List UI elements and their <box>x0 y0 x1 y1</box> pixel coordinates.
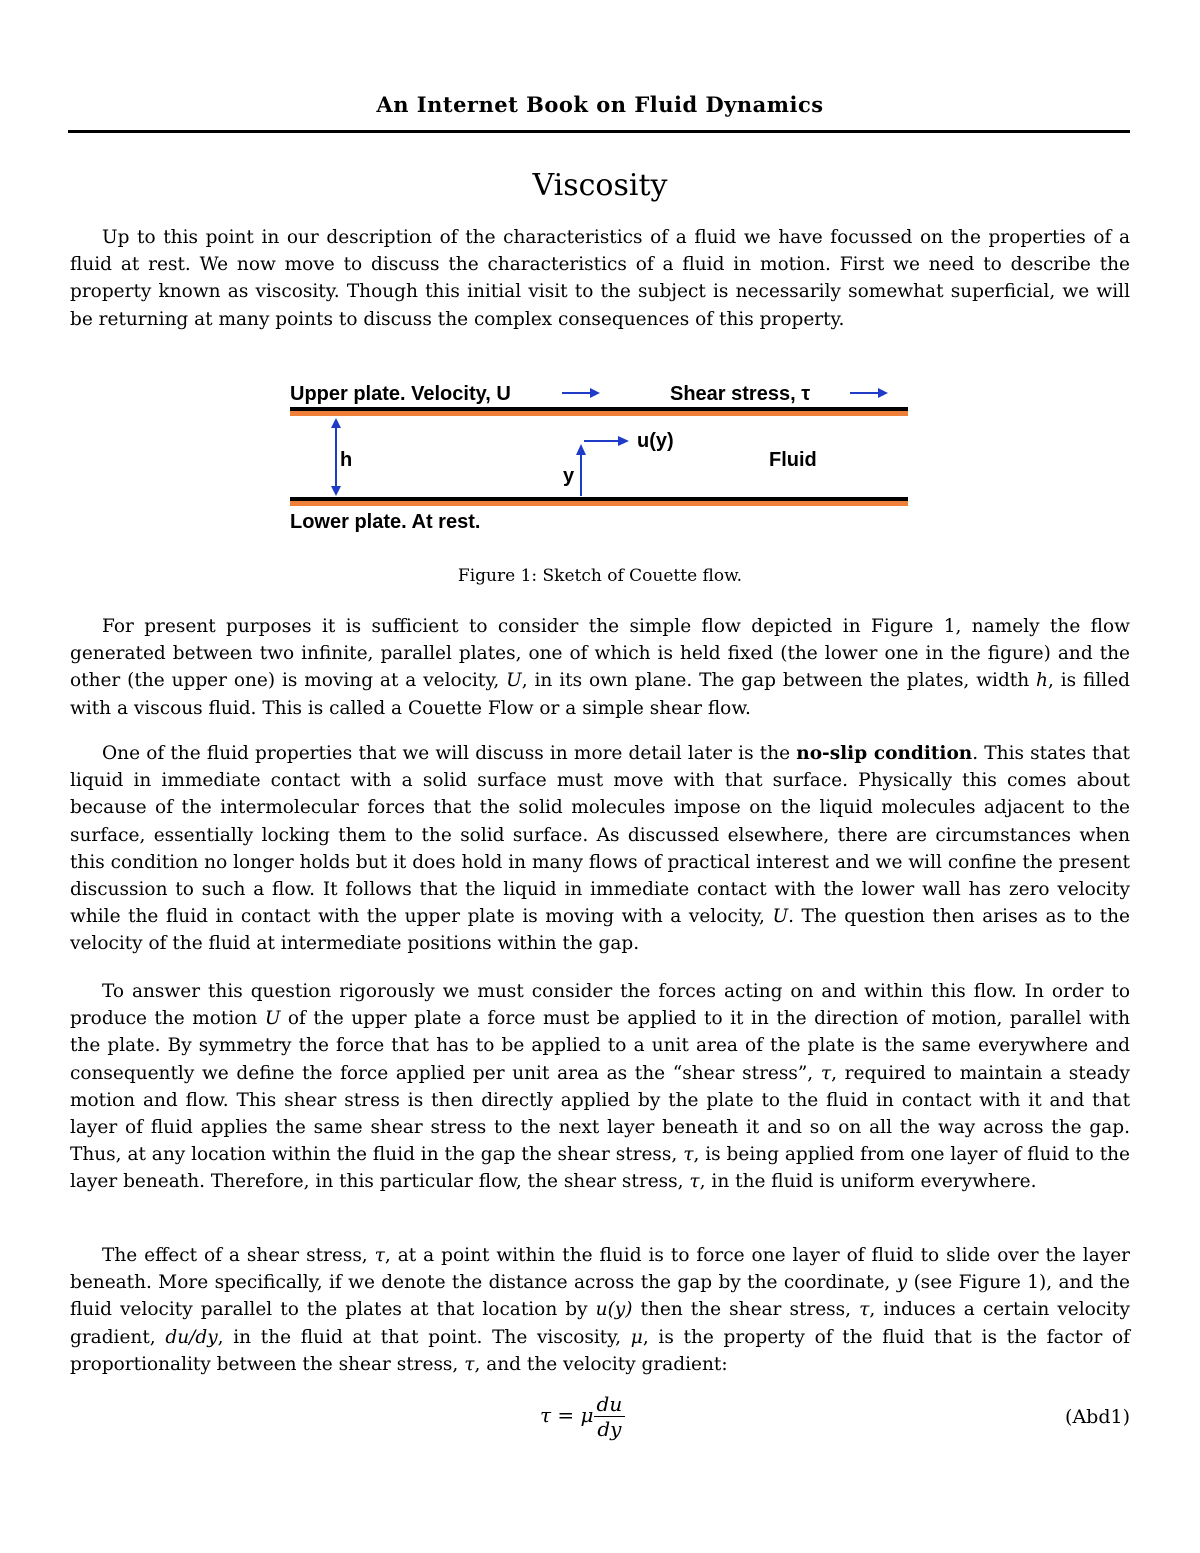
paragraph-no-slip: One of the fluid properties that we will discuss in more detail later is the no-slip condition. This states that liquid in immediate contact with a solid surface must move with that surface. Physically this comes about because of the intermolecular forces that the solid molecules impose on the liquid molecules adjacent to the surface, essentially locking them to the solid surface. As discussed elsewhere, there are circumstances when this condition no longer holds but it does hold in many flows of practical interest and we will confine the present discussion to such a flow. It follows that the liquid in immediate contact with the lower wall has zero velocity while the fluid in contact with the upper plate is moving with a velocity, U. The question then arises as to the velocity of the fluid at intermediate positions within the gap. <box>70 743 1130 955</box>
figure-caption: Figure 1: Sketch of Couette flow. <box>457 566 743 586</box>
upper-plate <box>290 407 908 411</box>
velocity-arrow-icon <box>562 388 600 398</box>
couette-flow-figure <box>280 370 920 540</box>
header-rule <box>68 130 1130 133</box>
lower-plate-shadow <box>290 501 908 506</box>
equation-label: (Abd1) <box>1065 1406 1130 1428</box>
fluid-label: Fluid <box>769 449 817 471</box>
shear-stress-label: Shear stress, τ <box>670 383 811 405</box>
lower-plate <box>290 497 908 501</box>
upper-plate-shadow <box>290 411 908 416</box>
equation-lhs: τ = μ <box>540 1403 594 1427</box>
y-label: y <box>563 465 575 487</box>
h-label: h <box>340 449 353 471</box>
equation-abd1 <box>540 1392 625 1441</box>
lower-plate-label: Lower plate. At rest. <box>290 511 481 533</box>
running-header: An Internet Book on Fluid Dynamics <box>376 92 824 117</box>
u-of-y-label: u(y) <box>637 430 674 452</box>
paragraph-intro: Up to this point in our description of the characteristics of a fluid we have focussed on the properties of a fluid at rest. We now move to discuss the characteristics of a fluid in motion. First we need to describe the property known as viscosity. Though this initial visit to the subject is necessarily somewhat superficial, we will be returning at many points to discuss the complex consequences of this property. <box>70 227 1130 330</box>
equation-fraction: $\frac{du}{dy}$ <box>594 1392 626 1441</box>
u-arrow-icon <box>584 436 629 446</box>
section-title: Viscosity <box>532 168 668 203</box>
paragraph-shear-stress: To answer this question rigorously we must consider the forces acting on and within this flow. In order to produce the motion U of the upper plate a force must be applied to it in the direction of motion, parallel with the plate. By symmetry the force that has to be applied to a unit area of the plate is the same everywhere and consequently we define the force applied per unit area as the “shear stress”, τ, required to maintain a steady motion and flow. This shear stress is then directly applied by the plate to the fluid in contact with it and that layer of fluid applies the same shear stress to the next layer beneath it and so on all the way across the gap. Thus, at any location within the fluid in the gap the shear stress, τ, is being applied from one layer of fluid to the layer beneath. Therefore, in this particular flow, the shear stress, τ, in the fluid is uniform everywhere. <box>70 981 1130 1193</box>
no-slip-term: no-slip condition <box>796 743 973 764</box>
upper-plate-label: Upper plate. Velocity, U <box>290 383 511 405</box>
y-arrow-icon <box>576 444 586 496</box>
paragraph-couette: For present purposes it is sufficient to consider the simple flow depicted in Figure 1, namely the flow generated between two infinite, parallel plates, one of which is held fixed (the lower one in the figure) and the other (the upper one) is moving at a velocity, U, in its own plane. The gap between the plates, width h, is filled with a viscous fluid. This is called a Couette Flow or a simple shear flow. <box>70 616 1130 719</box>
paragraph-viscosity-definition: The effect of a shear stress, τ, at a point within the fluid is to force one layer of fluid to slide over the layer beneath. More specifically, if we denote the distance across the gap by the coordinate, y (see Figure 1), and the fluid velocity parallel to the plates at that location by u(y) then the shear stress, τ, induces a certain velocity gradient, du/dy, in the fluid at that point. The viscosity, μ, is the property of the fluid that is the factor of proportionality between the shear stress, τ, and the velocity gradient: <box>70 1245 1131 1375</box>
shear-arrow-icon <box>850 388 888 398</box>
